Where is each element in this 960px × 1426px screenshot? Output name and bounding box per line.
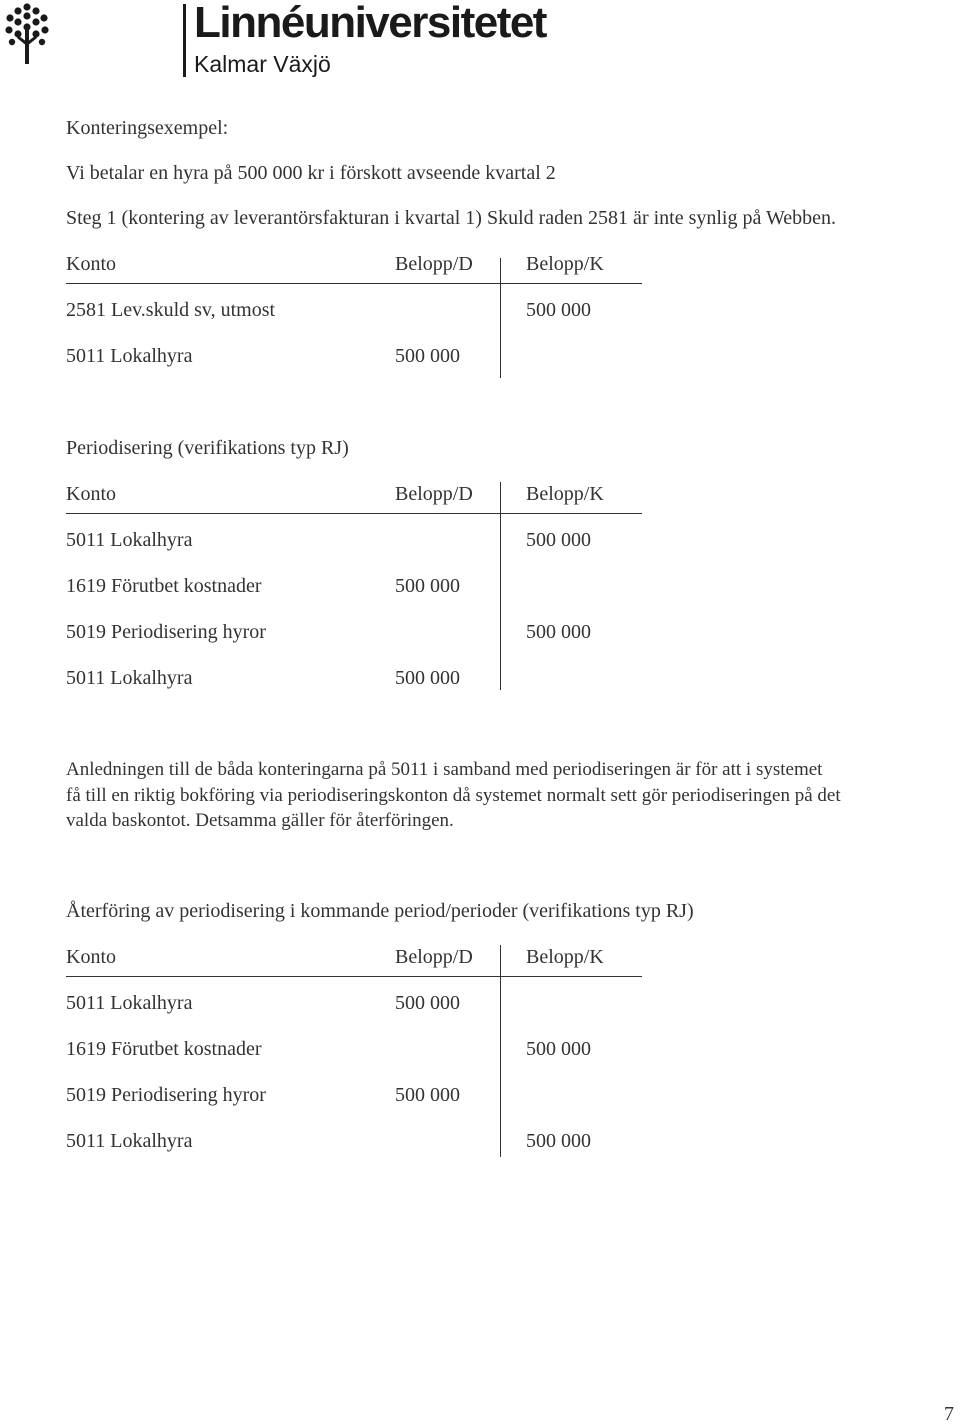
table-row-kredit: 500 000 — [526, 1130, 591, 1152]
column-header-kredit: Belopp/K — [526, 946, 604, 968]
tree-logo-icon — [4, 2, 50, 66]
paragraph-line: valda baskontot. Detsamma gäller för återföringen. — [66, 810, 454, 831]
column-header-kredit: Belopp/K — [526, 483, 604, 505]
table-row-konto: 1619 Förutbet kostnader — [66, 575, 262, 597]
table-row-kredit: 500 000 — [526, 1038, 591, 1060]
intro-line-1: Vi betalar en hyra på 500 000 kr i förskott avseende kvartal 2 — [66, 162, 556, 184]
table-column-rule — [500, 258, 501, 378]
table-row-konto: 5011 Lokalhyra — [66, 992, 193, 1014]
periodisering-heading: Periodisering (verifikations typ RJ) — [66, 437, 349, 459]
table-header-rule — [66, 513, 642, 514]
table-row-konto: 5019 Periodisering hyror — [66, 1084, 266, 1106]
aterforing-heading: Återföring av periodisering i kommande period/perioder (verifikations typ RJ) — [66, 900, 694, 922]
logo-wordmark: Linnéuniversitetet — [194, 0, 546, 47]
intro-line-2: Steg 1 (kontering av leverantörsfakturan i kvartal 1) Skuld raden 2581 är inte synlig på Webben. — [66, 207, 837, 229]
explanation-paragraph — [66, 757, 960, 834]
column-header-konto: Konto — [66, 483, 116, 505]
table-row-debet: 500 000 — [395, 575, 460, 597]
table-column-rule — [500, 482, 501, 690]
table-row-debet: 500 000 — [395, 992, 460, 1014]
table-row-kredit: 500 000 — [526, 299, 591, 321]
table-row-kredit: 500 000 — [526, 621, 591, 643]
table-row-debet: 500 000 — [395, 1084, 460, 1106]
column-header-debet: Belopp/D — [395, 253, 473, 275]
column-header-debet: Belopp/D — [395, 946, 473, 968]
table-column-rule — [500, 945, 501, 1157]
table-row-konto: 5019 Periodisering hyror — [66, 621, 266, 643]
example-heading: Konteringsexempel: — [66, 117, 229, 139]
paragraph-line: få till en riktig bokföring via periodiseringskonton då systemet normalt sett gör periodiseringen på det — [66, 784, 841, 806]
column-header-konto: Konto — [66, 253, 116, 275]
logo-campus-text: Kalmar Växjö — [194, 51, 331, 77]
table-row-konto: 5011 Lokalhyra — [66, 345, 193, 367]
table-row-debet: 500 000 — [395, 667, 460, 689]
table-row-debet: 500 000 — [395, 345, 460, 367]
table-header-rule — [66, 976, 642, 977]
page-number: 7 — [944, 1403, 954, 1425]
table-row-konto: 2581 Lev.skuld sv, utmost — [66, 299, 276, 321]
table-row-kredit: 500 000 — [526, 529, 591, 551]
paragraph-line: Anledningen till de båda konteringarna på 5011 i samband med periodiseringen är för att i systemet — [66, 759, 823, 780]
column-header-debet: Belopp/D — [395, 483, 473, 505]
table-row-konto: 5011 Lokalhyra — [66, 1130, 193, 1152]
table-row-konto: 1619 Förutbet kostnader — [66, 1038, 262, 1060]
table-header-rule — [66, 283, 642, 284]
column-header-konto: Konto — [66, 946, 116, 968]
table-row-konto: 5011 Lokalhyra — [66, 529, 193, 551]
logo-divider — [183, 4, 186, 77]
table-row-konto: 5011 Lokalhyra — [66, 667, 193, 689]
column-header-kredit: Belopp/K — [526, 253, 604, 275]
